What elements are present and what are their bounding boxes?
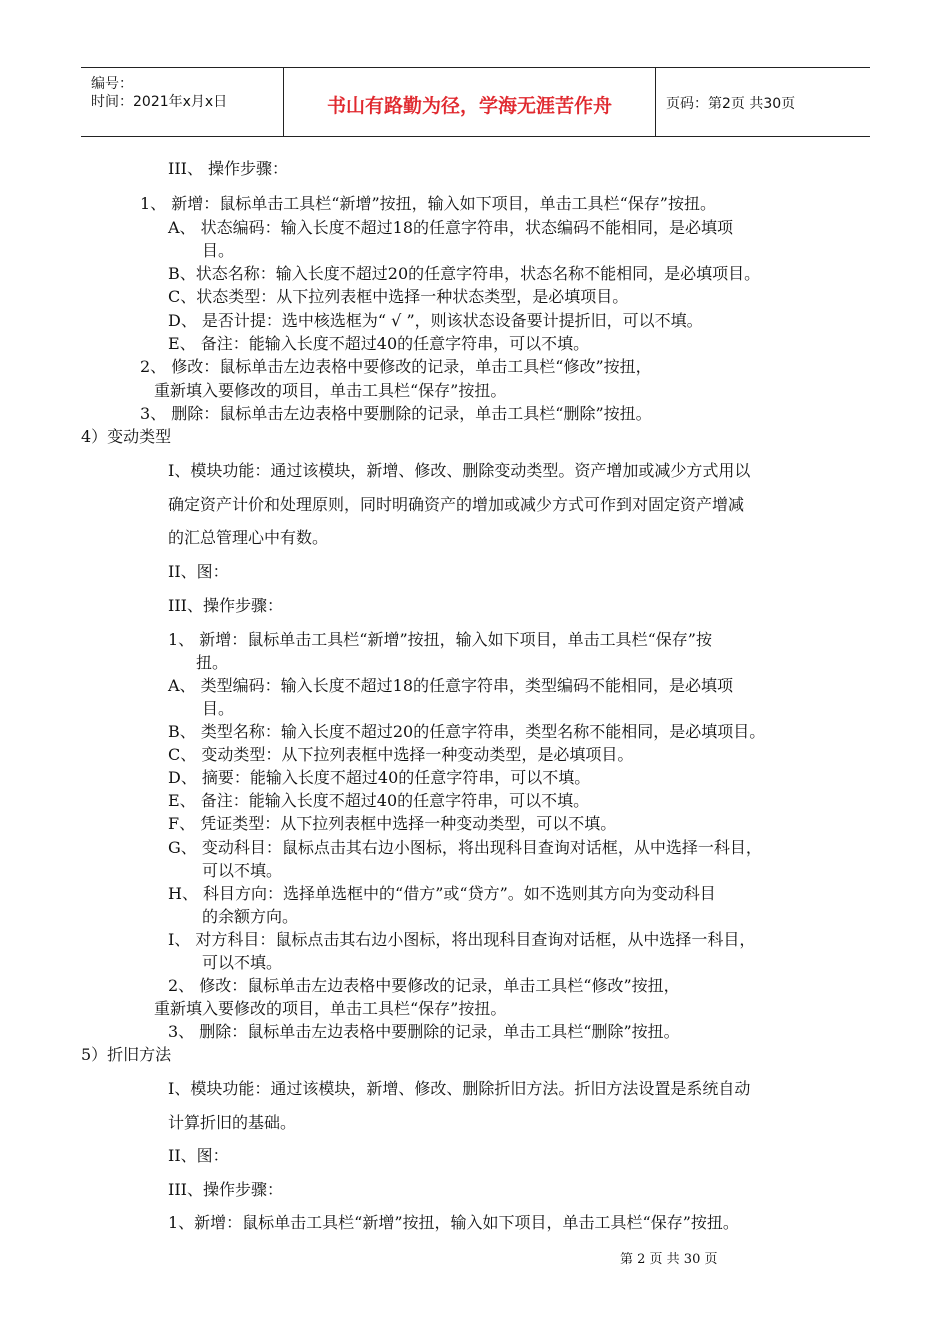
body-line: 目。 [202,241,235,260]
section-heading: 5）折旧方法 [81,1045,172,1064]
header-motto: 书山有路勤为径，学海无涯苦作舟 [326,95,612,117]
body-line: B、状态名称：输入长度不超过20的任意字符串，状态名称不能相同，是必填项目。 [168,264,761,283]
body-line: 1、新增：鼠标单击工具栏“新增”按扭，输入如下项目，单击工具栏“保存”按扭。 [168,1213,739,1232]
body-line: 3、 删除：鼠标单击左边表格中要删除的记录，单击工具栏“删除”按扭。 [140,404,652,423]
body-line: C、 变动类型：从下拉列表框中选择一种变动类型，是必填项目。 [168,745,634,764]
body-line: 计算折旧的基础。 [168,1113,297,1132]
body-line: II、图： [168,1146,229,1165]
header-info-cell [81,68,284,136]
body-line: 重新填入要修改的项目，单击工具栏“保存”按扭。 [154,381,507,400]
body-line: I、模块功能：通过该模块，新增、修改、删除变动类型。资产增加或减少方式用以 [168,461,751,480]
header-page-number: 页码：第2页 共30页 [666,96,796,112]
body-line: B、 类型名称：输入长度不超过20的任意字符串，类型名称不能相同，是必填项目。 [168,722,766,741]
body-line: III、操作步骤： [168,596,283,615]
body-line: 确定资产计价和处理原则，同时明确资产的增加或减少方式可作到对固定资产增减 [168,495,745,514]
section-heading: 4）变动类型 [81,427,172,446]
body-line: I、 对方科目：鼠标点击其右边小图标，将出现科目查询对话框，从中选择一科目， [168,930,756,949]
body-line: A、 类型编码：输入长度不超过18的任意字符串，类型编码不能相同，是必填项 [168,676,734,695]
body-line: 扭。 [196,653,229,672]
body-line: II、图： [168,562,229,581]
header-motto-cell [284,68,656,136]
body-line: G、 变动科目：鼠标点击其右边小图标，将出现科目查询对话框，从中选择一科目， [168,838,762,857]
body-line: E、 备注：能输入长度不超过40的任意字符串，可以不填。 [168,334,590,353]
body-line: D、 是否计提：选中核选框为“ √ ”，则该状态设备要计提折旧，可以不填。 [168,311,703,330]
body-line: A、 状态编码：输入长度不超过18的任意字符串，状态编码不能相同，是必填项 [168,218,734,237]
page-footer: 第 2 页 共 30 页 [620,1252,718,1267]
document-number-label: 编号： [91,76,133,92]
body-line: 重新填入要修改的项目，单击工具栏“保存”按扭。 [154,999,507,1018]
body-line: 的汇总管理心中有数。 [168,528,329,547]
body-line: 的余额方向。 [202,907,299,926]
body-line: 可以不填。 [202,861,283,880]
body-line: 1、 新增：鼠标单击工具栏“新增”按扭，输入如下项目，单击工具栏“保存”按扭。 [140,194,716,213]
document-date-label: 时间：2021年x月x日 [91,94,228,110]
body-line: F、 凭证类型：从下拉列表框中选择一种变动类型，可以不填。 [168,814,617,833]
header-page-cell [656,68,870,136]
body-line: 2、 修改：鼠标单击左边表格中要修改的记录，单击工具栏“修改”按扭， [140,357,652,376]
body-line: C、状态类型：从下拉列表框中选择一种状态类型，是必填项目。 [168,287,629,306]
body-line: E、 备注：能输入长度不超过40的任意字符串，可以不填。 [168,791,590,810]
body-line: 目。 [202,699,235,718]
body-line: H、 科目方向：选择单选框中的“借方”或“贷方”。如不选则其方向为变动科目 [168,884,716,903]
body-line: I、模块功能：通过该模块，新增、修改、删除折旧方法。折旧方法设置是系统自动 [168,1079,751,1098]
body-line: III、 操作步骤： [168,159,289,178]
body-line: 可以不填。 [202,953,283,972]
body-line: 3、 删除：鼠标单击左边表格中要删除的记录，单击工具栏“删除”按扭。 [168,1022,680,1041]
body-line: 1、 新增：鼠标单击工具栏“新增”按扭，输入如下项目，单击工具栏“保存”按 [168,630,712,649]
page-header [81,67,870,137]
body-line: 2、 修改：鼠标单击左边表格中要修改的记录，单击工具栏“修改”按扭， [168,976,680,995]
body-line: D、 摘要：能输入长度不超过40的任意字符串，可以不填。 [168,768,591,787]
body-line: III、操作步骤： [168,1180,283,1199]
